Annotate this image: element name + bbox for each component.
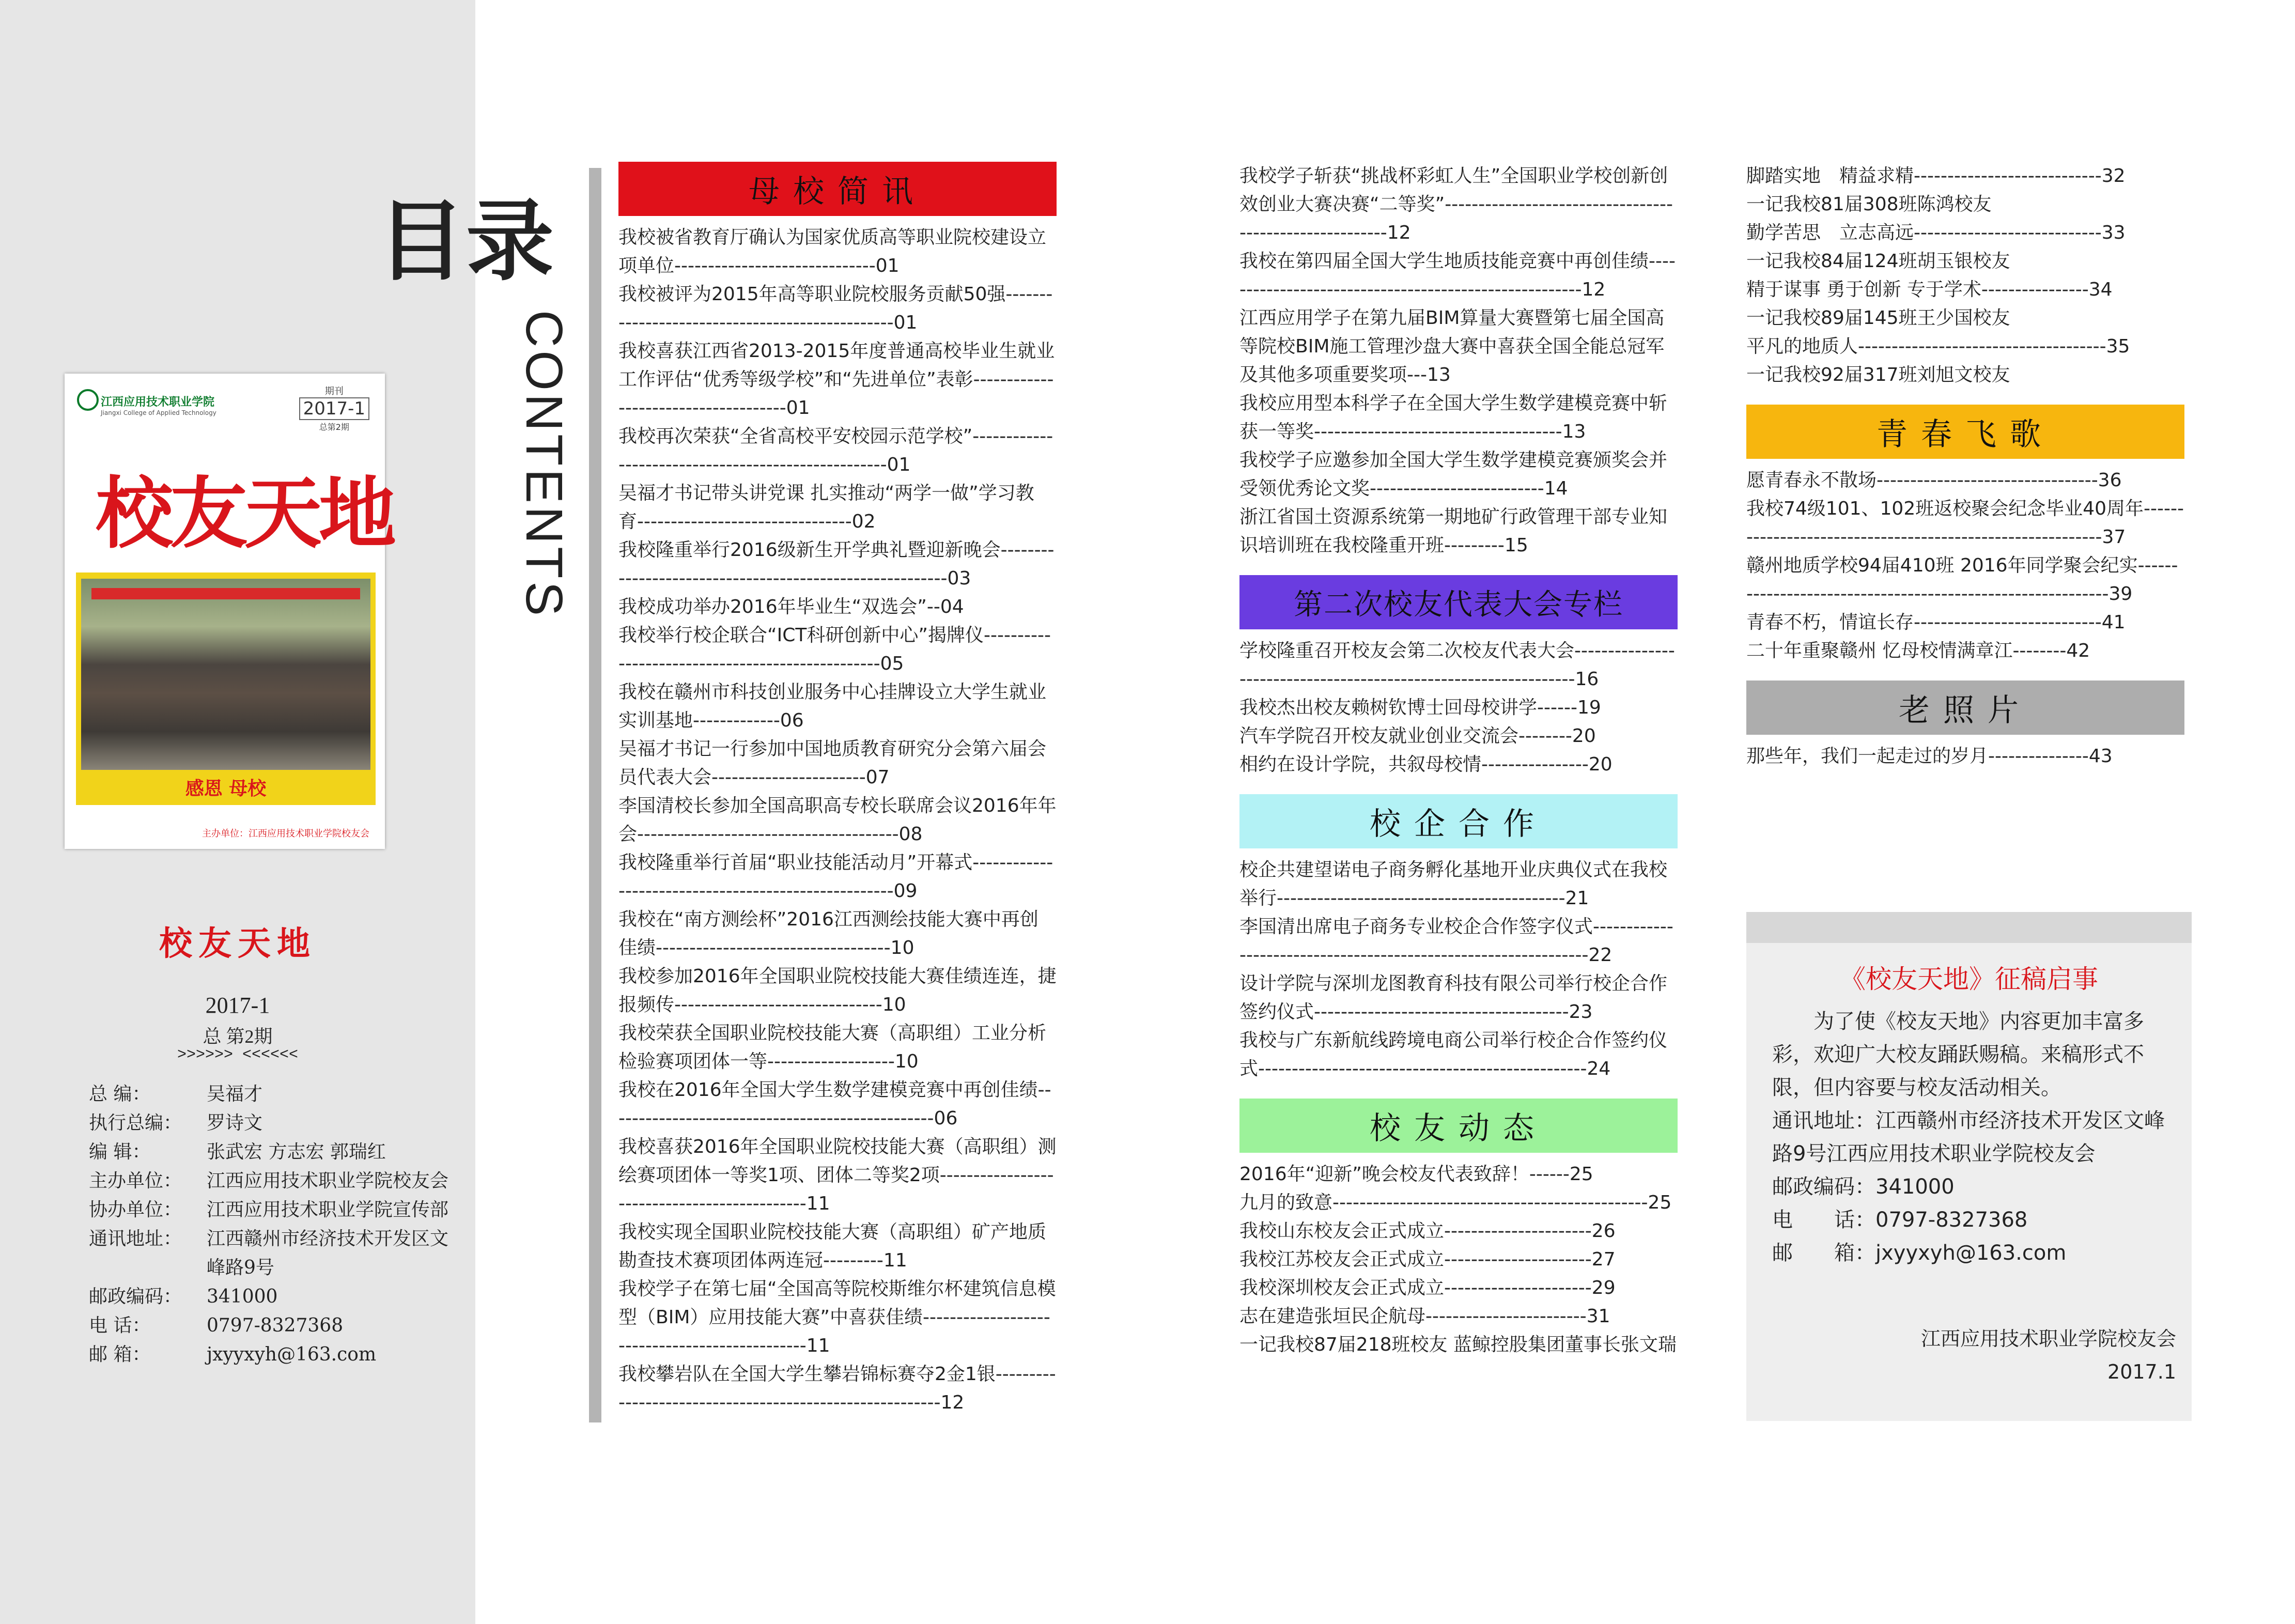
- notice-address: 通讯地址：江西赣州市经济技术开发区文峰路9号江西应用技术职业学院校友会: [1772, 1109, 2165, 1166]
- toc-entry: 设计学院与深圳龙图教育科技有限公司举行校企合作签约仪式--------------------------------------23: [1239, 973, 1668, 1023]
- section-header: 母校简讯: [618, 162, 1057, 216]
- issue-arrows: >>>>>> <<<<<<: [177, 1046, 299, 1064]
- cover-title: 校友天地: [96, 468, 394, 559]
- credit-key: 编 辑：: [89, 1141, 151, 1163]
- toc-entry: 我校与广东新航线跨境电商公司举行校企合作签约仪式-------------------------------------------------24: [1239, 1030, 1668, 1079]
- toc-entry: 汽车学院召开校友就业创业交流会--------20: [1239, 725, 1596, 747]
- toc-entry: 二十年重聚赣州 忆母校情满章江--------42: [1746, 640, 2090, 661]
- credit-value: jxyyxyh@163.com: [207, 1344, 377, 1365]
- cover-issue-badge: 期刊 2017-1 总第2期: [299, 384, 369, 433]
- toc-entry: 一记我校92届317班刘旭文校友: [1746, 364, 2010, 385]
- toc-entry: 我校荣获全国职业院校技能大赛（高职组）工业分析检验赛项团体一等-------------------10: [618, 1023, 1047, 1072]
- toc-entry: 我校举行校企联合“ICT科研创新中心”揭牌仪-------------------------------------------------05: [618, 625, 1051, 674]
- cover-publisher: 主办单位：江西应用技术职业学院校友会: [202, 828, 369, 839]
- toc-entry: 我校隆重举行首届“职业技能活动月”开幕式-----------------------------------------------------09: [618, 852, 1053, 902]
- toc-entry: 我校喜获江西省2013-2015年度普通高校毕业生就业工作评估“优秀等级学校”和“先进单位”表彰-------------------------------------01: [618, 341, 1055, 419]
- credit-key: 主办单位：: [89, 1170, 182, 1192]
- credit-value: 罗诗文: [207, 1112, 263, 1134]
- divider-bar: [589, 168, 601, 1422]
- photo-banner: [91, 588, 360, 599]
- group-photo: [81, 579, 370, 770]
- toc-entry: 我校74级101、102班返校聚会纪念毕业40周年-----------------------------------------------------------37: [1746, 498, 2184, 548]
- toc-entry: 吴福才书记一行参加中国地质教育研究分会第六届会员代表大会-----------------------07: [618, 738, 1047, 788]
- notice-postcode: 邮政编码：341000: [1772, 1175, 1955, 1199]
- section-gap: [1746, 665, 2184, 680]
- toc-entry: 我校实现全国职业院校技能大赛（高职组）矿产地质勘查技术赛项团体两连冠---------11: [618, 1221, 1047, 1271]
- notice-body: [1772, 1005, 2180, 1270]
- toc-entry: 青春不朽，情谊长存----------------------------41: [1746, 612, 2126, 633]
- toc-entry: 我校参加2016年全国职业院校技能大赛佳绩连连，捷报频传-------------------------------10: [618, 966, 1057, 1015]
- notice-title: 《校友天地》征稿启事: [1840, 964, 2098, 994]
- toc-entry: 李国清出席电子商务专业校企合作签字仪式----------------------------------------------------------------22: [1239, 916, 1673, 966]
- credit-row: [89, 1138, 451, 1167]
- credit-value: 江西应用技术职业学院宣传部: [207, 1199, 449, 1220]
- toc-entry: 我校学子应邀参加全国大学生数学建模竞赛颁奖会并受领优秀论文奖--------------------------14: [1239, 450, 1668, 499]
- notice-date: 2017.1: [2107, 1360, 2176, 1383]
- notice-phone: 电 话：0797-8327368: [1772, 1208, 2028, 1232]
- section-header: 青春飞歌: [1746, 405, 2184, 459]
- toc-entry: 我校在“南方测绘杯”2016江西测绘技能大赛中再创佳绩-----------------------------------10: [618, 909, 1038, 958]
- toc-entry: 平凡的地质人-------------------------------------35: [1746, 336, 2130, 357]
- cover-motto: 感恩 母校: [185, 778, 267, 799]
- toc-entry: 吴福才书记带头讲党课 扎实推动“两学一做”学习教育--------------------------------02: [618, 483, 1034, 532]
- credit-row: [89, 1167, 451, 1196]
- cover-school-name: 江西应用技术职业学院 Jiangxi College of Applied Technology: [101, 396, 216, 416]
- toc-entry: 我校在2016年全国大学生数学建模竞赛中再创佳绩-------------------------------------------------06: [618, 1079, 1051, 1129]
- notice-org: 江西应用技术职业学院校友会: [1920, 1327, 2176, 1350]
- credit-value: 0797-8327368: [207, 1315, 344, 1336]
- credit-key: 邮政编码：: [89, 1286, 182, 1307]
- toc-entry: 那些年，我们一起走过的岁月---------------43: [1746, 746, 2113, 767]
- notice-email: 邮 箱：jxyyxyh@163.com: [1772, 1241, 2067, 1265]
- toc-entry: 我校在第四届全国大学生地质技能竞赛中再创佳绩-------------------------------------------------------12: [1239, 251, 1676, 300]
- cover-thumbnail: [65, 374, 394, 849]
- toc-entry: 一记我校84届124班胡玉银校友: [1746, 251, 2010, 272]
- toc-entry: 我校应用型本科学子在全国大学生数学建模竞赛中斩获一等奖-------------------------------------13: [1239, 393, 1668, 442]
- credit-row: [89, 1080, 451, 1109]
- toc-entry: 2016年“迎新”晚会校友代表致辞！------25: [1239, 1164, 1593, 1185]
- toc-entry: 我校学子在第七届“全国高等院校斯维尔杯建筑信息模型（BIM）应用技能大赛”中喜获佳绩-----------------------------------------------11: [618, 1278, 1056, 1356]
- toc-column-1: [618, 162, 1057, 1417]
- credits-list: [89, 1080, 451, 1369]
- credit-row: [89, 1282, 451, 1311]
- toc-entry: 精于谋事 勇于创新 专于学术----------------34: [1746, 279, 2113, 300]
- toc-entry: 李国清校长参加全国高职高专校长联席会议2016年年会---------------------------------------08: [618, 795, 1057, 845]
- section-gap: [1746, 389, 2184, 405]
- toc-entry: 一记我校87届218班校友 蓝鲸控股集团董事长张文瑞: [1239, 1334, 1677, 1355]
- section-header: 校友动态: [1239, 1099, 1678, 1153]
- credit-value: 江西应用技术职业学院校友会: [207, 1170, 449, 1192]
- cover-photo-frame: [76, 573, 376, 805]
- credit-key: 协办单位：: [89, 1199, 182, 1220]
- toc-entry: 我校被评为2015年高等职业院校服务贡献50强------------------------------------------------01: [618, 284, 1053, 333]
- toc-entry: 一记我校81届308班陈鸿校友: [1746, 194, 1992, 215]
- issue-number: 2017-1: [205, 993, 270, 1018]
- section-header: 第二次校友代表大会专栏: [1239, 575, 1678, 629]
- notice-top-bar: [1746, 912, 2192, 943]
- credit-row: [89, 1311, 451, 1340]
- school-logo-icon: [77, 389, 99, 411]
- toc-column-2: [1239, 162, 1678, 1359]
- toc-entry: 浙江省国土资源系统第一期地矿行政管理干部专业知识培训班在我校隆重开班---------15: [1239, 506, 1668, 556]
- section-header: 校企合作: [1239, 794, 1678, 848]
- section-gap: [1239, 560, 1678, 575]
- section-gap: [1239, 1083, 1678, 1099]
- toc-entry: 我校隆重举行2016级新生开学典礼暨迎新晚会---------------------------------------------------------03: [618, 539, 1055, 589]
- credit-value: 吴福才: [207, 1084, 263, 1105]
- toc-entry: 勤学苦思 立志高远----------------------------33: [1746, 222, 2126, 243]
- toc-entry: 校企共建望诺电子商务孵化基地开业庆典仪式在我校举行-------------------------------------------21: [1239, 859, 1668, 909]
- credit-row: [89, 1225, 451, 1282]
- section-header: 老照片: [1746, 680, 2184, 735]
- credit-value: 341000: [207, 1286, 278, 1307]
- toc-column-3: [1746, 162, 2184, 770]
- toc-entry: 愿青春永不散场---------------------------------36: [1746, 470, 2122, 491]
- toc-entry: 江西应用学子在第九届BIM算量大赛暨第七届全国高等院校BIM施工管理沙盘大赛中喜获全国全能总冠军及其他多项重要奖项---13: [1239, 307, 1665, 385]
- credit-key: 执行总编：: [89, 1112, 182, 1134]
- toc-entry: 志在建造张垣民企航母------------------------31: [1239, 1306, 1610, 1327]
- toc-entry: 脚踏实地 精益求精----------------------------32: [1746, 165, 2126, 187]
- toc-entry: 我校江苏校友会正式成立----------------------27: [1239, 1249, 1616, 1270]
- credit-key: 邮 箱：: [89, 1344, 151, 1365]
- toc-entry: 一记我校89届145班王少国校友: [1746, 307, 2010, 329]
- toc-entry: 九月的致意-----------------------------------------------25: [1239, 1192, 1672, 1213]
- credit-row: [89, 1109, 451, 1138]
- toc-entry: 我校学子斩获“挑战杯彩虹人生”全国职业学校创新创效创业大赛决赛“二等奖”--------------------------------------------------------12: [1239, 165, 1673, 243]
- toc-entry: 我校再次荣获“全省高校平安校园示范学校”----------------------------------------------------01: [618, 426, 1053, 475]
- credit-key: 通讯地址：: [89, 1228, 182, 1249]
- toc-entry: 我校山东校友会正式成立----------------------26: [1239, 1220, 1616, 1242]
- credit-key: 电 话：: [89, 1315, 151, 1336]
- credit-value: 江西赣州市经济技术开发区文峰路9号: [207, 1228, 449, 1278]
- toc-entry: 我校深圳校友会正式成立----------------------29: [1239, 1277, 1616, 1298]
- issue-total: 总 第2期: [203, 1026, 273, 1047]
- section-gap: [1239, 779, 1678, 794]
- toc-entry: 相约在设计学院，共叙母校情----------------20: [1239, 754, 1612, 775]
- toc-entry: 我校攀岩队在全国大学生攀岩锦标赛夺2金1银---------------------------------------------------------12: [618, 1364, 1056, 1413]
- toc-entry: 学校隆重召开校友会第二次校友代表大会-----------------------------------------------------------------16: [1239, 640, 1675, 690]
- call-for-papers-box: [1746, 912, 2192, 1421]
- page-title: 目录: [377, 191, 555, 293]
- toc-entry: 我校杰出校友赖树钦博士回母校讲学------19: [1239, 697, 1601, 718]
- toc-entry: 我校成功举办2016年毕业生“双选会”--04: [618, 596, 964, 617]
- credit-key: 总 编：: [89, 1084, 151, 1105]
- toc-entry: 赣州地质学校94届410班 2016年同学聚会纪实------------------------------------------------------------39: [1746, 555, 2178, 605]
- notice-intro: 为了使《校友天地》内容更加丰富多彩，欢迎广大校友踊跃赐稿。来稿形式不限，但内容要与校友活动相关。: [1772, 1010, 2144, 1100]
- contents-label: CONTENTS: [515, 310, 573, 619]
- credit-value: 张武宏 方志宏 郭瑞红: [207, 1141, 386, 1163]
- credit-row: [89, 1196, 451, 1225]
- toc-entry: 我校被省教育厅确认为国家优质高等职业院校建设立项单位------------------------------01: [618, 227, 1047, 276]
- credit-row: [89, 1340, 451, 1369]
- toc-entry: 我校喜获2016年全国职业院校技能大赛（高职组）测绘赛项团体一等奖1项、团体二等奖2项---------------------------------------------11: [618, 1136, 1057, 1214]
- toc-entry: 我校在赣州市科技创业服务中心挂牌设立大学生就业实训基地-------------06: [618, 682, 1047, 731]
- magazine-name: 校友天地: [159, 924, 316, 963]
